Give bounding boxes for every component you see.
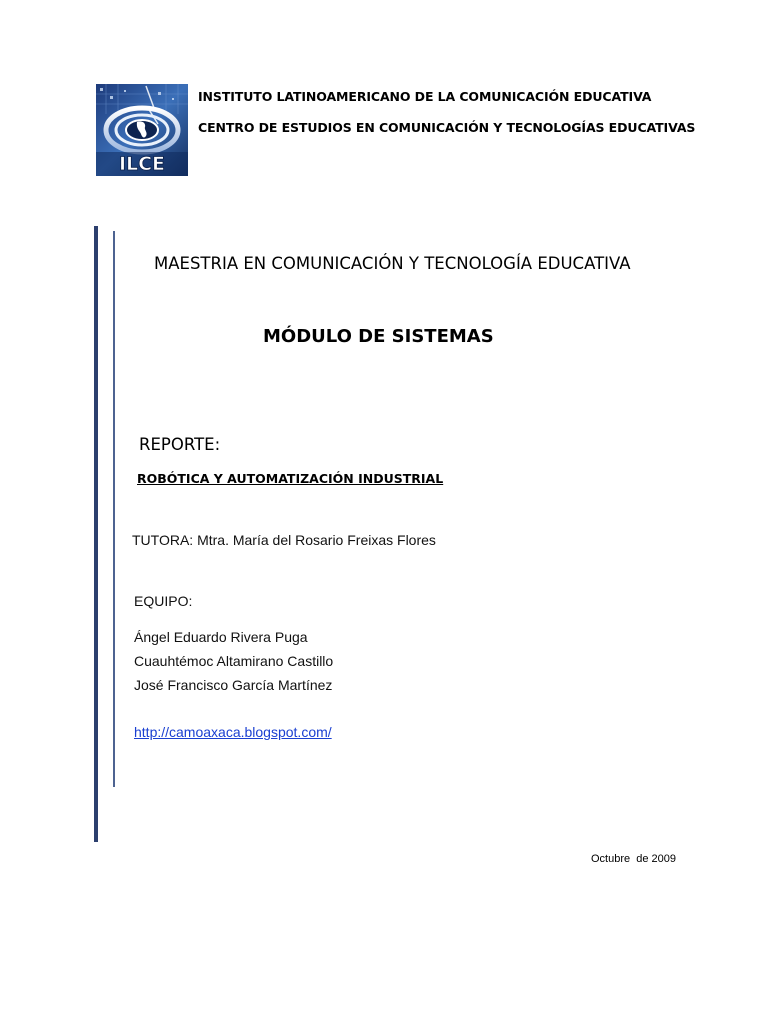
- team-label: EQUIPO:: [134, 593, 193, 609]
- ilce-logo-icon: [96, 84, 188, 176]
- report-date: Octubre de 2009: [591, 853, 677, 865]
- left-margin-rule-thick: [94, 226, 98, 842]
- report-label: REPORTE:: [139, 435, 221, 454]
- left-margin-rule-thin: [113, 231, 115, 787]
- module-title: MÓDULO DE SISTEMAS: [263, 326, 494, 347]
- team-member: Cuauhtémoc Altamirano Castillo: [134, 653, 334, 669]
- ilce-logo-text: ILCE: [118, 153, 166, 175]
- report-title: ROBÓTICA Y AUTOMATIZACIÓN INDUSTRIAL: [137, 471, 444, 486]
- blog-link[interactable]: http://camoaxaca.blogspot.com/: [134, 724, 332, 740]
- center-name: CENTRO DE ESTUDIOS EN COMUNICACIÓN Y TECNOLOGÍAS EDUCATIVAS: [198, 120, 696, 135]
- institution-name: INSTITUTO LATINOAMERICANO DE LA COMUNICACIÓN EDUCATIVA: [198, 89, 652, 104]
- tutor-line: TUTORA: Mtra. María del Rosario Freixas Flores: [132, 532, 436, 548]
- team-member: Ángel Eduardo Rivera Puga: [134, 629, 308, 645]
- team-member: José Francisco García Martínez: [134, 677, 333, 693]
- program-title: MAESTRIA EN COMUNICACIÓN Y TECNOLOGÍA EDUCATIVA: [154, 254, 631, 273]
